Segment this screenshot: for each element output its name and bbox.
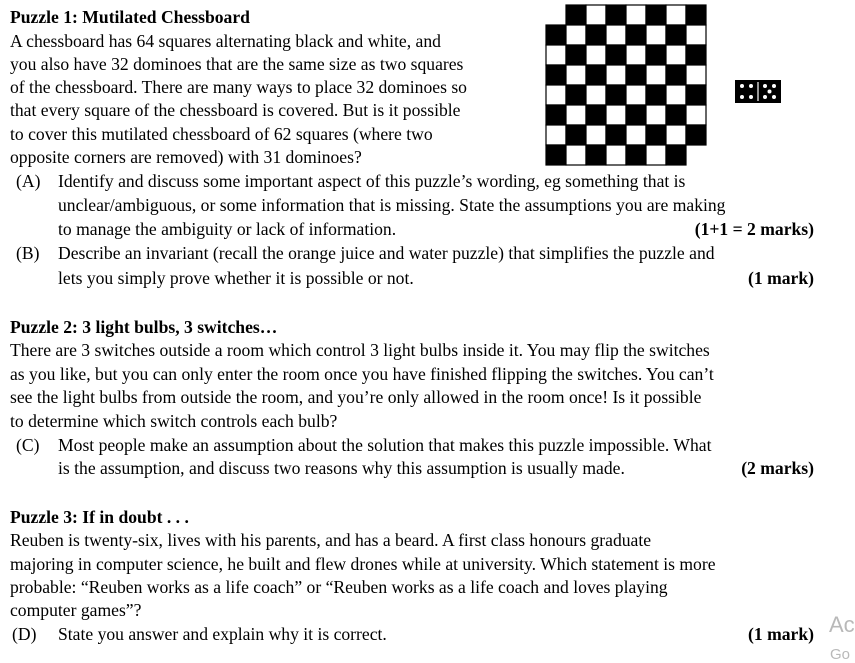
question-c-label: (C) bbox=[16, 435, 40, 455]
chessboard-square bbox=[606, 5, 626, 25]
question-a-marks: (1+1 = 2 marks) bbox=[694, 219, 814, 239]
puzzle2-body-line: as you like, but you can only enter the room once you have finished flipping the switches. You can’t bbox=[10, 364, 714, 384]
chessboard-square bbox=[626, 145, 646, 165]
domino-pip bbox=[768, 90, 772, 94]
chessboard-square bbox=[566, 5, 586, 25]
chessboard-square-inner bbox=[549, 128, 563, 142]
chessboard-square-inner bbox=[689, 108, 703, 122]
chessboard-square-inner bbox=[669, 48, 683, 62]
question-a-line: unclear/ambiguous, or some information that is missing. State the assumptions you are making bbox=[58, 195, 726, 215]
chessboard-square-inner bbox=[549, 88, 563, 102]
puzzle3-body-line: computer games”? bbox=[10, 600, 142, 620]
chessboard-square-inner bbox=[689, 68, 703, 82]
puzzle1-title: Puzzle 1: Mutilated Chessboard bbox=[10, 7, 250, 27]
chessboard-square bbox=[686, 5, 706, 25]
chessboard-square bbox=[566, 45, 586, 65]
chessboard-square-inner bbox=[649, 148, 663, 162]
chessboard-square bbox=[626, 105, 646, 125]
mutilated-chessboard bbox=[545, 4, 707, 166]
chessboard-square-inner bbox=[589, 8, 603, 22]
chessboard-square-inner bbox=[669, 8, 683, 22]
question-a-line: Identify and discuss some important aspect of this puzzle’s wording, eg something that is bbox=[58, 171, 686, 191]
puzzle2-body-line: see the light bulbs from outside the room, and you’re only allowed in the room once! Is it possible bbox=[10, 387, 702, 407]
domino-pip bbox=[772, 84, 776, 88]
chessboard-square bbox=[546, 25, 566, 45]
question-b-line: lets you simply prove whether it is possible or not. bbox=[58, 268, 414, 288]
chessboard-square-inner bbox=[629, 128, 643, 142]
chessboard-square-inner bbox=[669, 128, 683, 142]
chessboard-square-inner bbox=[649, 28, 663, 42]
watermark-line2: Go bbox=[830, 646, 851, 663]
chessboard-square bbox=[606, 85, 626, 105]
puzzle1-body-line: opposite corners are removed) with 31 dominoes? bbox=[10, 147, 362, 167]
chessboard-square-inner bbox=[569, 28, 583, 42]
chessboard-square-inner bbox=[669, 88, 683, 102]
question-b-line: Describe an invariant (recall the orange juice and water puzzle) that simplifies the puzzle and bbox=[58, 243, 715, 263]
chessboard-square-inner bbox=[569, 108, 583, 122]
chessboard-square-inner bbox=[589, 88, 603, 102]
chessboard-square-inner bbox=[569, 148, 583, 162]
chessboard-square-inner bbox=[629, 88, 643, 102]
chessboard-square bbox=[606, 125, 626, 145]
domino-pip bbox=[763, 84, 767, 88]
chessboard-square bbox=[586, 145, 606, 165]
puzzle1-body-line: that every square of the chessboard is covered. But is it possible bbox=[10, 100, 461, 120]
chessboard-square-inner bbox=[609, 108, 623, 122]
chessboard-square-inner bbox=[609, 28, 623, 42]
domino-pip bbox=[749, 95, 753, 99]
question-c-line: Most people make an assumption about the solution that makes this puzzle impossible. What bbox=[58, 435, 712, 455]
chessboard-square bbox=[646, 45, 666, 65]
question-d-marks: (1 mark) bbox=[748, 624, 814, 644]
puzzle2-body-line: to determine which switch controls each bulb? bbox=[10, 411, 338, 431]
domino-pip bbox=[749, 84, 753, 88]
question-c-marks: (2 marks) bbox=[741, 458, 814, 478]
puzzle1-body-line: A chessboard has 64 squares alternating black and white, and bbox=[10, 31, 441, 51]
chessboard-square-inner bbox=[629, 8, 643, 22]
chessboard-square bbox=[566, 125, 586, 145]
domino-pip bbox=[740, 84, 744, 88]
chessboard-square bbox=[546, 105, 566, 125]
chessboard-square-inner bbox=[589, 128, 603, 142]
chessboard-square-inner bbox=[649, 68, 663, 82]
chessboard-square bbox=[566, 85, 586, 105]
chessboard-square-inner bbox=[569, 68, 583, 82]
puzzle1-body-line: of the chessboard. There are many ways to place 32 dominoes so bbox=[10, 77, 467, 97]
chessboard-square-inner bbox=[549, 48, 563, 62]
chessboard-square-inner bbox=[649, 108, 663, 122]
chessboard-square bbox=[686, 85, 706, 105]
puzzle2-title: Puzzle 2: 3 light bulbs, 3 switches… bbox=[10, 317, 278, 337]
question-b-marks: (1 mark) bbox=[748, 268, 814, 288]
puzzle2-body-line: There are 3 switches outside a room which control 3 light bulbs inside it. You may flip the switches bbox=[10, 340, 710, 360]
chessboard-square-inner bbox=[589, 48, 603, 62]
chessboard-square bbox=[586, 25, 606, 45]
question-d-label: (D) bbox=[12, 624, 37, 644]
domino-pip bbox=[763, 95, 767, 99]
domino-icon bbox=[735, 80, 781, 103]
chessboard-square bbox=[646, 5, 666, 25]
chessboard-square bbox=[626, 25, 646, 45]
question-a-label: (A) bbox=[16, 171, 41, 191]
domino-pip bbox=[740, 95, 744, 99]
chessboard-square bbox=[586, 105, 606, 125]
chessboard-square bbox=[626, 65, 646, 85]
question-c-line: is the assumption, and discuss two reasons why this assumption is usually made. bbox=[58, 458, 625, 478]
chessboard-square bbox=[546, 145, 566, 165]
chessboard-square bbox=[686, 125, 706, 145]
chessboard-square bbox=[666, 145, 686, 165]
question-b-label: (B) bbox=[16, 243, 40, 263]
puzzle1-body-line: to cover this mutilated chessboard of 62 squares (where two bbox=[10, 124, 433, 144]
chessboard-square bbox=[666, 105, 686, 125]
domino-pip bbox=[772, 95, 776, 99]
chessboard-square bbox=[666, 25, 686, 45]
chessboard-square bbox=[646, 125, 666, 145]
chessboard-square bbox=[686, 45, 706, 65]
question-d-line: State you answer and explain why it is correct. bbox=[58, 624, 387, 644]
puzzle3-body-line: Reuben is twenty-six, lives with his parents, and has a beard. A first class honours graduate bbox=[10, 530, 652, 550]
puzzle3-body-line: majoring in computer science, he built and flew drones while at university. Which statement is more bbox=[10, 554, 716, 574]
chessboard-square bbox=[546, 65, 566, 85]
chessboard-square bbox=[646, 85, 666, 105]
chessboard-square-inner bbox=[629, 48, 643, 62]
question-a-line: to manage the ambiguity or lack of information. bbox=[58, 219, 397, 239]
chessboard-square-inner bbox=[689, 28, 703, 42]
chessboard-square-inner bbox=[609, 68, 623, 82]
puzzle3-body-line: probable: “Reuben works as a life coach” or “Reuben works as a life coach and loves playing bbox=[10, 577, 668, 597]
chessboard-square bbox=[666, 65, 686, 85]
puzzle3-title: Puzzle 3: If in doubt . . . bbox=[10, 507, 189, 527]
chessboard-square bbox=[586, 65, 606, 85]
watermark-line1: Ac bbox=[829, 612, 855, 637]
chessboard-square bbox=[606, 45, 626, 65]
puzzle1-body-line: you also have 32 dominoes that are the same size as two squares bbox=[10, 54, 464, 74]
chessboard-square-inner bbox=[609, 148, 623, 162]
